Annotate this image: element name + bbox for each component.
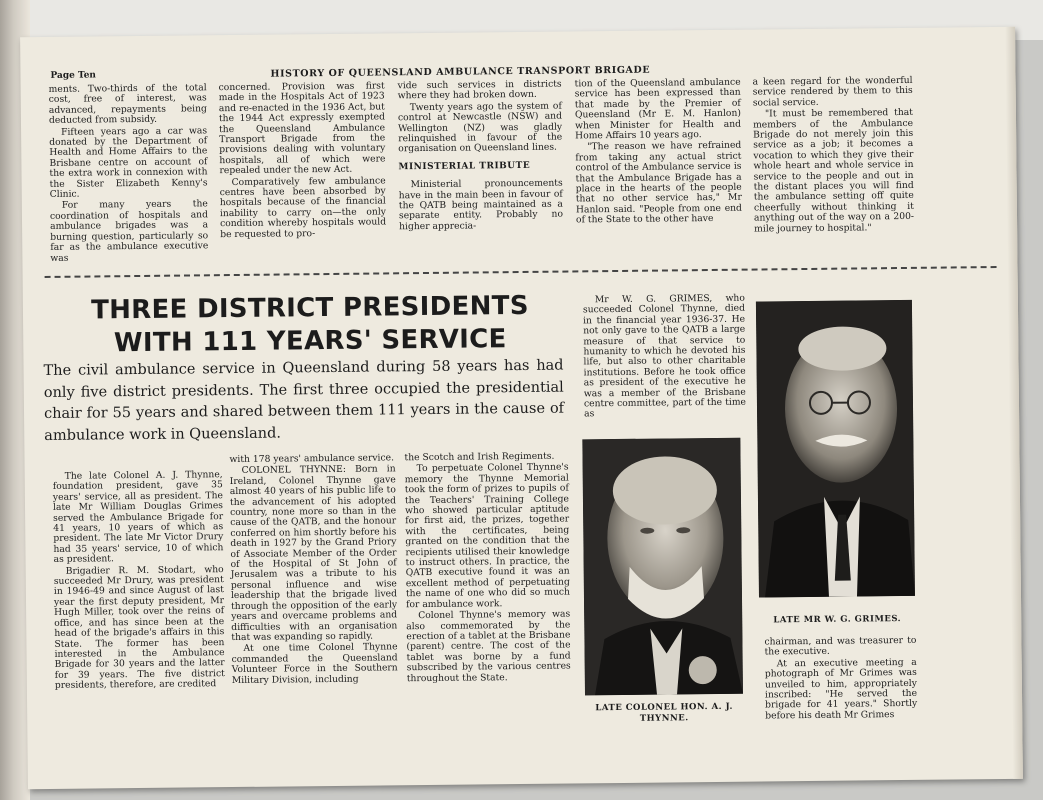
paragraph: Twenty years ago the system of control at Newcastle (NSW) and Wellington (NZ) was gladly relinquished in favour of the organisation on Queensland lines.	[397, 100, 563, 155]
paragraph: Comparatively few ambulance centres have been absorbed by hospitals because of the financial inability to carry on—the only condition whereby hospitals would be requested to pro-	[219, 175, 387, 240]
book-page	[20, 27, 1023, 789]
photo-mr-grimes	[756, 300, 915, 598]
article-column-3	[404, 452, 570, 686]
top-column-4	[575, 78, 743, 227]
paragraph: concerned. Provision was first made in the Hospitals Act of 1923 and re-enacted in the 1936 Act, but the 1944 Act expressly exempted the Queensland Ambulance Transport Brigade from the provisions dealing with voluntary hospitals, all of which were repealed under the new Act.	[218, 80, 386, 177]
paragraph: "It must be remembered that members of the Ambulance Brigade do not merely join this service as a job; it becomes a vocation to which they give their whole heart and whole service in service to the people and out in the distant places you will find the ambulance setting off quite cheerfully without thinking it anything out of the way on a 200-mile journey to hospital."	[752, 107, 915, 235]
paragraph: Colonel Thynne's memory was also commemorated by the erection of a tablet at the Brisbane (parent) centre. The cost of the tablet was borne by a fund subscribed by the various centres throughout the State.	[406, 608, 571, 684]
paragraph: tion of the Queensland ambulance service has been expressed than that made by the Premier of Queensland (Mr E. M. Hanlon) when Minister for Health and Home Affairs 10 years ago.	[574, 76, 742, 142]
article-column-5-bottom	[764, 636, 917, 723]
subheading-ministerial-tribute: MINISTERIAL TRIBUTE	[398, 160, 531, 173]
article-intro: The civil ambulance service in Queensland during 58 years has had only five district presidents. The first three occupied the presidential chair for 55 years and shared between them 111 years in the cause of ambulance work in Queensland.	[43, 357, 565, 444]
top-column-2	[219, 81, 387, 241]
paragraph: To perpetuate Colonel Thynne's memory the Thynne Memorial took the form of prizes to pupils of the Teachers' Training College who showed particular aptitude for first aid, the prizes, together with the certificates, being granted on the condition that the recipients utilised their knowledge to instruct others. In practice, the QATB executive found it was an excellent method of perpetuating the name of one who did so much for ambulance work.	[404, 461, 570, 610]
paragraph: vide such services in districts where they had broken down.	[397, 78, 562, 102]
page-number: Page Ten	[50, 70, 96, 81]
paragraph: Brigadier R. M. Stodart, who succeeded Mr Drury, was president in 1946-49 and since August of last year the first deputy president, Mr Hugh Miller, took over the reins of office, and has since been at the head of the brigade's affairs in this State. The former has been interested in the Ambulance Brigade for 30 years and the latter for 39 years. The five district presidents, therefore, are credited	[53, 563, 225, 692]
paragraph: At one time Colonel Thynne commanded the Queensland Volunteer Force in the Southern Military Division, including	[231, 641, 398, 686]
article-column-4-top	[583, 294, 746, 422]
paragraph: ments. Two-thirds of the total cost, free of interest, was advanced, repayments being deducted from subsidy.	[48, 82, 207, 127]
paragraph: a keen regard for the wonderful service rendered by them to this social service.	[752, 74, 913, 109]
paragraph: Ministerial pronouncements have in the main been in favour of the QATB being maintained as a separate entity. Probably no higher apprecia-	[398, 177, 564, 233]
top-column-5	[753, 76, 915, 236]
paragraph: For many years the coordination of hospitals and ambulance brigades was a burning question, particularly so far as the ambulance executive was	[49, 198, 209, 264]
headline-line: THREE DISTRICT PRESIDENTS	[90, 290, 529, 326]
article-column-1	[53, 470, 225, 692]
photo-colonel-thynne	[582, 438, 743, 696]
paragraph: "The reason we have refrained from taking any actual strict control of the Ambulance service is that the Ambulance Brigade has a place in the hearts of the people that no other service has," Mr Hanlon said. "People from one end of the State to the other have	[575, 140, 742, 226]
paragraph: the Scotch and Irish Regiments.	[404, 450, 555, 464]
paragraph: At an executive meeting a photograph of Mr Grimes was unveiled to him, appropriately inscribed: "He served the brigade for 41 years." Shortly before his death Mr Grimes	[764, 656, 918, 722]
caption-thynne: LATE COLONEL HON. A. J. THYNNE.	[595, 701, 733, 724]
portrait-thynne-image	[582, 438, 743, 696]
top-column-3	[398, 80, 564, 234]
section-divider	[45, 266, 997, 278]
top-column-1	[49, 83, 209, 265]
paragraph: Mr W. G. GRIMES, who succeeded Colonel Thynne, died in the financial year 1936-37. He not only gave to the QATB a large measure of that service to humanity to which he devoted his life, but also to other charitable institutions. Before he took office as president of the executive he was a member of the Brisbane centre committee, part of the time as	[582, 292, 747, 420]
paragraph: The late Colonel A. J. Thynne, foundation president, gave 35 years' service, all as president. The late Mr William Douglas Grimes served the Ambulance Brigade for 41 years, 10 years of which as president. The late Mr Victor Drury had 35 years' service, 10 of which as president.	[52, 469, 224, 566]
running-title: HISTORY OF QUEENSLAND AMBULANCE TRANSPORT BRIGADE	[270, 64, 651, 80]
caption-grimes: LATE MR W. G. GRIMES.	[773, 614, 902, 626]
paragraph: Fifteen years ago a car was donated by the Department of Health and Home Affairs to the Brisbane centre on account of the extra work in connexion with the Sister Elizabeth Kenny's Clinic.	[49, 124, 208, 200]
paragraph: COLONEL THYNNE: Born in Ireland, Colonel Thynne gave almost 40 years of his public life to the advancement of his adopted country, none more so than in the cause of the QATB, and the honour conferred on him shortly before his death in 1927 by the Grand Priory of Associate Member of the Order of the Hospital of St John of Jerusalem was a tribute to his personal influence and wise leadership that the brigade lived through the opposition of the early years and overcame problems and difficulties with an organisation that was expanding so rapidly.	[229, 463, 398, 643]
article-column-2	[229, 453, 397, 687]
portrait-grimes-image	[756, 300, 915, 598]
article-headline	[65, 290, 556, 361]
paragraph: chairman, and was treasurer to the executive.	[764, 634, 917, 658]
page-edge	[1005, 27, 1023, 779]
paragraph: with 178 years' ambulance service.	[229, 452, 395, 466]
headline-line: WITH 111 YEARS' SERVICE	[113, 324, 507, 359]
